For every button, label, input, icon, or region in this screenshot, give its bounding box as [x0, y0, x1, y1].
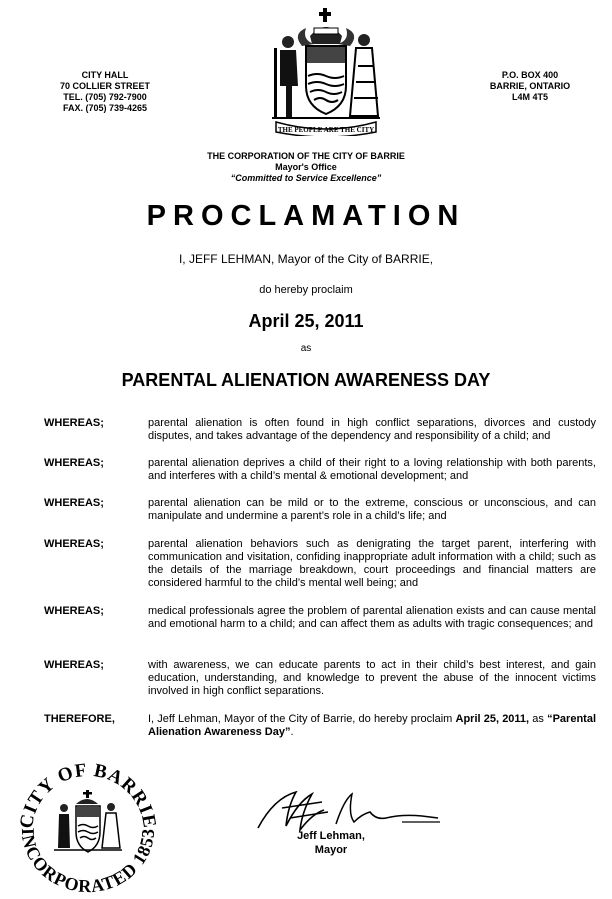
clause-text: parental alienation behaviors such as denigrating the target parent, interfering with communication and visitation, confiding inappropriate adult information with a child; such as the details of the marriage breakdown, court proceedings and financial matters are considered harmful to the child’s mental well being; and	[148, 538, 596, 589]
proclamation-heading: PARENTAL ALIENATION AWARENESS DAY	[121, 370, 491, 390]
address-line: CITY HALL	[81, 70, 129, 80]
clause-label: WHEREAS;	[44, 417, 104, 429]
address-block-left	[44, 70, 166, 114]
corporation-name: THE CORPORATION OF THE CITY OF BARRIE	[207, 151, 405, 161]
clause-label: WHEREAS;	[44, 659, 104, 671]
clause-label: WHEREAS;	[44, 538, 104, 550]
therefore-day: “Parental Alienation Awareness Day”	[148, 713, 597, 738]
seal-bottom-text: INCORPORATED 1853	[17, 827, 159, 894]
clause-label: WHEREAS;	[44, 605, 104, 617]
address-line: TEL. (705) 792-7900	[63, 92, 147, 102]
clause-label: WHEREAS;	[44, 457, 104, 469]
intro-line: I, JEFF LEHMAN, Mayor of the City of BARRIE,	[178, 252, 434, 266]
corporation-header	[0, 151, 612, 184]
therefore-label: THEREFORE,	[44, 713, 115, 725]
document-title: PROCLAMATION	[146, 200, 466, 232]
office-name: Mayor's Office	[275, 162, 337, 172]
address-line: FAX. (705) 739-4265	[62, 103, 148, 113]
therefore-text-end: .	[290, 726, 294, 738]
therefore-date: April 25, 2011,	[455, 713, 530, 725]
address-line: BARRIE, ONTARIO	[489, 81, 571, 91]
clause-text: parental alienation deprives a child of their right to a loving relationship with both parents, and interferes with a child’s mental & emotional development; and	[148, 457, 596, 482]
therefore-text	[148, 713, 596, 739]
therefore-text-mid: as	[529, 713, 548, 725]
city-coat-of-arms-icon	[262, 6, 390, 136]
proclamation-date: April 25, 2011	[248, 311, 364, 331]
address-line: L4M 4T5	[511, 92, 548, 102]
therefore-text-start: I, Jeff Lehman, Mayor of the City of Barrie, do hereby proclaim	[148, 713, 456, 725]
address-block-right	[478, 70, 582, 103]
city-seal-icon	[10, 752, 166, 894]
slogan: “Committed to Service Excellence”	[230, 173, 382, 183]
crest-motto: THE PEOPLE ARE THE CITY	[277, 126, 375, 134]
address-line: P.O. BOX 400	[501, 70, 559, 80]
proclaim-line: do hereby proclaim	[259, 284, 353, 296]
clause-text: parental alienation can be mild or to the extreme, conscious or unconscious, and can manipulate and undermine a parent’s role in a child’s life; and	[148, 497, 596, 522]
clause-text: medical professionals agree the problem of parental alienation exists and can cause mental and emotional harm to a child; and can affect them as adults with tragic consequences; and	[148, 605, 596, 630]
signatory	[286, 829, 376, 857]
seal-top-text: CITY OF BARRIE	[15, 759, 161, 831]
clause-text: parental alienation is often found in high conflict separations, divorces and custody disputes, and takes advantage of the dependency and responsibility of a child; and	[148, 417, 596, 442]
as-line: as	[300, 343, 312, 354]
address-line: 70 COLLIER STREET	[59, 81, 150, 91]
signatory-name: Jeff Lehman,	[297, 830, 365, 842]
clause-label: WHEREAS;	[44, 497, 104, 509]
clause-text: with awareness, we can educate parents to act in their child’s best interest, and gain education, understanding, and knowledge to prevent the abuse of the innocent victims involved in high conflict separations.	[148, 659, 596, 697]
signatory-role: Mayor	[314, 844, 348, 856]
